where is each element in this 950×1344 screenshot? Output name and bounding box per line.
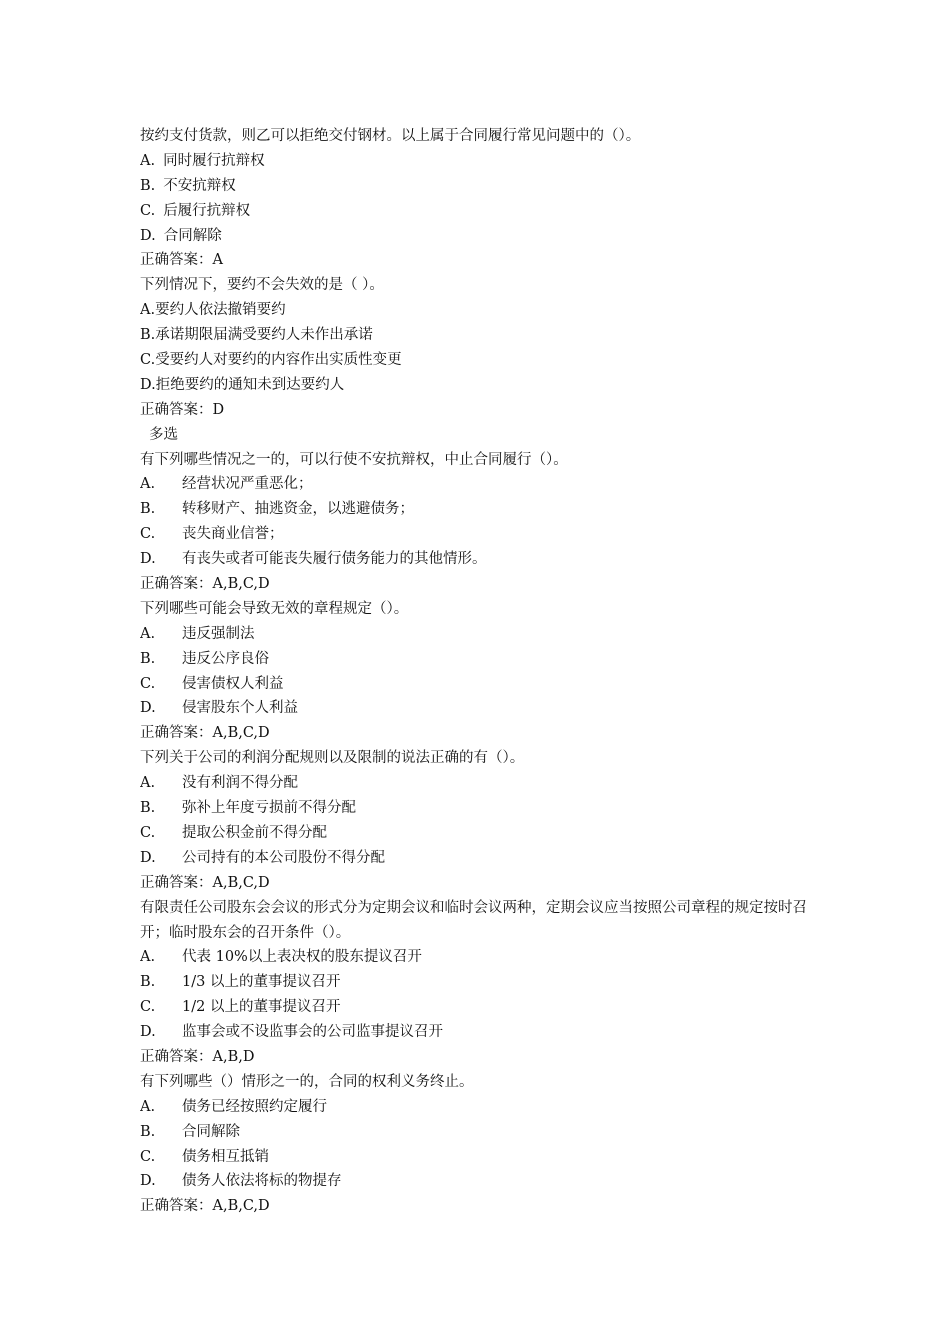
- question-stem: 下列情况下，要约不会失效的是（ ）。: [140, 277, 384, 294]
- option-text: 要约人依法撤销要约: [155, 302, 286, 319]
- answer-option: [140, 647, 830, 672]
- option-letter: A.: [140, 302, 156, 319]
- option-text: 拒绝要约的通知未到达要约人: [155, 376, 345, 393]
- option-text: 公司持有的本公司股份不得分配: [182, 849, 385, 866]
- option-text: 合同解除: [182, 1123, 240, 1140]
- option-letter: B.: [140, 501, 156, 518]
- answer-option: [140, 846, 830, 871]
- option-letter: C.: [140, 999, 156, 1016]
- correct-answer: 正确答案：A,B,C,D: [140, 1198, 270, 1215]
- option-text: 违反公序良俗: [182, 650, 269, 667]
- answer-option: [140, 298, 830, 323]
- answer-option: [140, 497, 830, 522]
- option-text: 债务已经按照约定履行: [182, 1098, 327, 1115]
- option-letter: D.: [140, 376, 156, 393]
- option-text: 债务相互抵销: [182, 1148, 269, 1165]
- answer-option: [140, 522, 830, 547]
- option-text: 后履行抗辩权: [163, 202, 251, 219]
- answer-option: [140, 472, 830, 497]
- option-letter: A.: [140, 1098, 156, 1115]
- option-text: 合同解除: [163, 227, 222, 244]
- option-letter: B.: [140, 327, 156, 344]
- option-letter: A.: [140, 625, 156, 642]
- option-text: 1/3 以上的董事提议召开: [182, 974, 341, 991]
- option-text: 同时履行抗辩权: [163, 152, 265, 169]
- option-letter: C.: [140, 675, 156, 692]
- answer-option: [140, 199, 830, 224]
- answer-option: [140, 373, 830, 398]
- option-text: 侵害债权人利益: [182, 675, 284, 692]
- option-letter: C.: [140, 824, 156, 841]
- answer-option: [140, 771, 830, 796]
- answer-option: [140, 174, 830, 199]
- option-letter: B.: [140, 1123, 156, 1140]
- answer-option: [140, 1020, 830, 1045]
- option-text: 监事会或不设监事会的公司监事提议召开: [182, 1024, 443, 1041]
- option-text: 没有利润不得分配: [182, 775, 298, 792]
- option-letter: B.: [140, 650, 156, 667]
- answer-option: [140, 348, 830, 373]
- option-letter: C.: [140, 1148, 156, 1165]
- option-letter: B.: [140, 800, 156, 817]
- option-text: 提取公积金前不得分配: [182, 824, 327, 841]
- option-letter: D.: [140, 1024, 156, 1041]
- answer-option: [140, 970, 830, 995]
- answer-option: [140, 696, 830, 721]
- answer-option: [140, 622, 830, 647]
- option-letter: B.: [140, 177, 156, 194]
- question-stem: 有下列哪些情况之一的，可以行使不安抗辩权，中止合同履行（）。: [140, 451, 568, 468]
- section-heading: 多选: [149, 426, 178, 443]
- option-letter: C.: [140, 352, 156, 369]
- correct-answer: 正确答案：A,B,C,D: [140, 725, 270, 742]
- option-letter: D.: [140, 227, 156, 244]
- answer-option: [140, 547, 830, 572]
- answer-option: [140, 1095, 830, 1120]
- option-letter: A.: [140, 949, 156, 966]
- option-text: 违反强制法: [182, 625, 255, 642]
- answer-option: [140, 1169, 830, 1194]
- option-text: 侵害股东个人利益: [182, 700, 298, 717]
- question-stem: 按约支付货款，则乙可以拒绝交付钢材。以上属于合同履行常见问题中的（）。: [140, 128, 641, 144]
- correct-answer: 正确答案：A: [140, 252, 223, 269]
- option-text: 1/2 以上的董事提议召开: [182, 999, 341, 1016]
- option-text: 经营状况严重恶化；: [182, 476, 313, 493]
- option-text: 债务人依法将标的物提存: [182, 1173, 342, 1190]
- option-text: 转移财产、抽逃资金，以逃避债务；: [182, 501, 414, 518]
- answer-option: [140, 672, 830, 697]
- option-text: 弥补上年度亏损前不得分配: [182, 800, 356, 817]
- answer-option: [140, 149, 830, 174]
- question-stem: 下列哪些可能会导致无效的章程规定（）。: [140, 600, 409, 617]
- option-letter: B.: [140, 974, 156, 991]
- answer-option: [140, 1120, 830, 1145]
- question-stem: 下列关于公司的利润分配规则以及限制的说法正确的有（）。: [140, 750, 525, 767]
- answer-option: [140, 224, 830, 249]
- question-list: [140, 124, 830, 1219]
- option-text: 承诺期限届满受要约人未作出承诺: [155, 327, 373, 344]
- option-letter: A.: [140, 775, 156, 792]
- correct-answer: 正确答案：A,B,D: [140, 1048, 255, 1065]
- correct-answer: 正确答案：A,B,C,D: [140, 576, 270, 593]
- answer-option: [140, 945, 830, 970]
- answer-option: [140, 796, 830, 821]
- answer-option: [140, 821, 830, 846]
- correct-answer: 正确答案：A,B,C,D: [140, 874, 270, 891]
- correct-answer: 正确答案：D: [140, 401, 225, 418]
- option-letter: D.: [140, 849, 156, 866]
- option-letter: A.: [140, 152, 156, 169]
- option-letter: C.: [140, 526, 156, 543]
- option-text: 受要约人对要约的内容作出实质性变更: [155, 352, 402, 369]
- option-letter: D.: [140, 1173, 156, 1190]
- option-text: 有丧失或者可能丧失履行债务能力的其他情形。: [182, 551, 487, 568]
- option-letter: D.: [140, 700, 156, 717]
- question-stem: 有下列哪些（）情形之一的，合同的权利义务终止。: [140, 1073, 474, 1090]
- option-letter: D.: [140, 551, 156, 568]
- option-text: 代表 10%以上表决权的股东提议召开: [182, 949, 422, 966]
- answer-option: [140, 1145, 830, 1170]
- question-stem: 有限责任公司股东会会议的形式分为定期会议和临时会议两种，定期会议应当按照公司章程的规定按时召开；临时股东会的召开条件（）。: [140, 899, 807, 941]
- option-text: 不安抗辩权: [163, 177, 236, 194]
- option-text: 丧失商业信誉；: [182, 526, 284, 543]
- option-letter: A.: [140, 476, 156, 493]
- answer-option: [140, 995, 830, 1020]
- option-letter: C.: [140, 202, 156, 219]
- answer-option: [140, 323, 830, 348]
